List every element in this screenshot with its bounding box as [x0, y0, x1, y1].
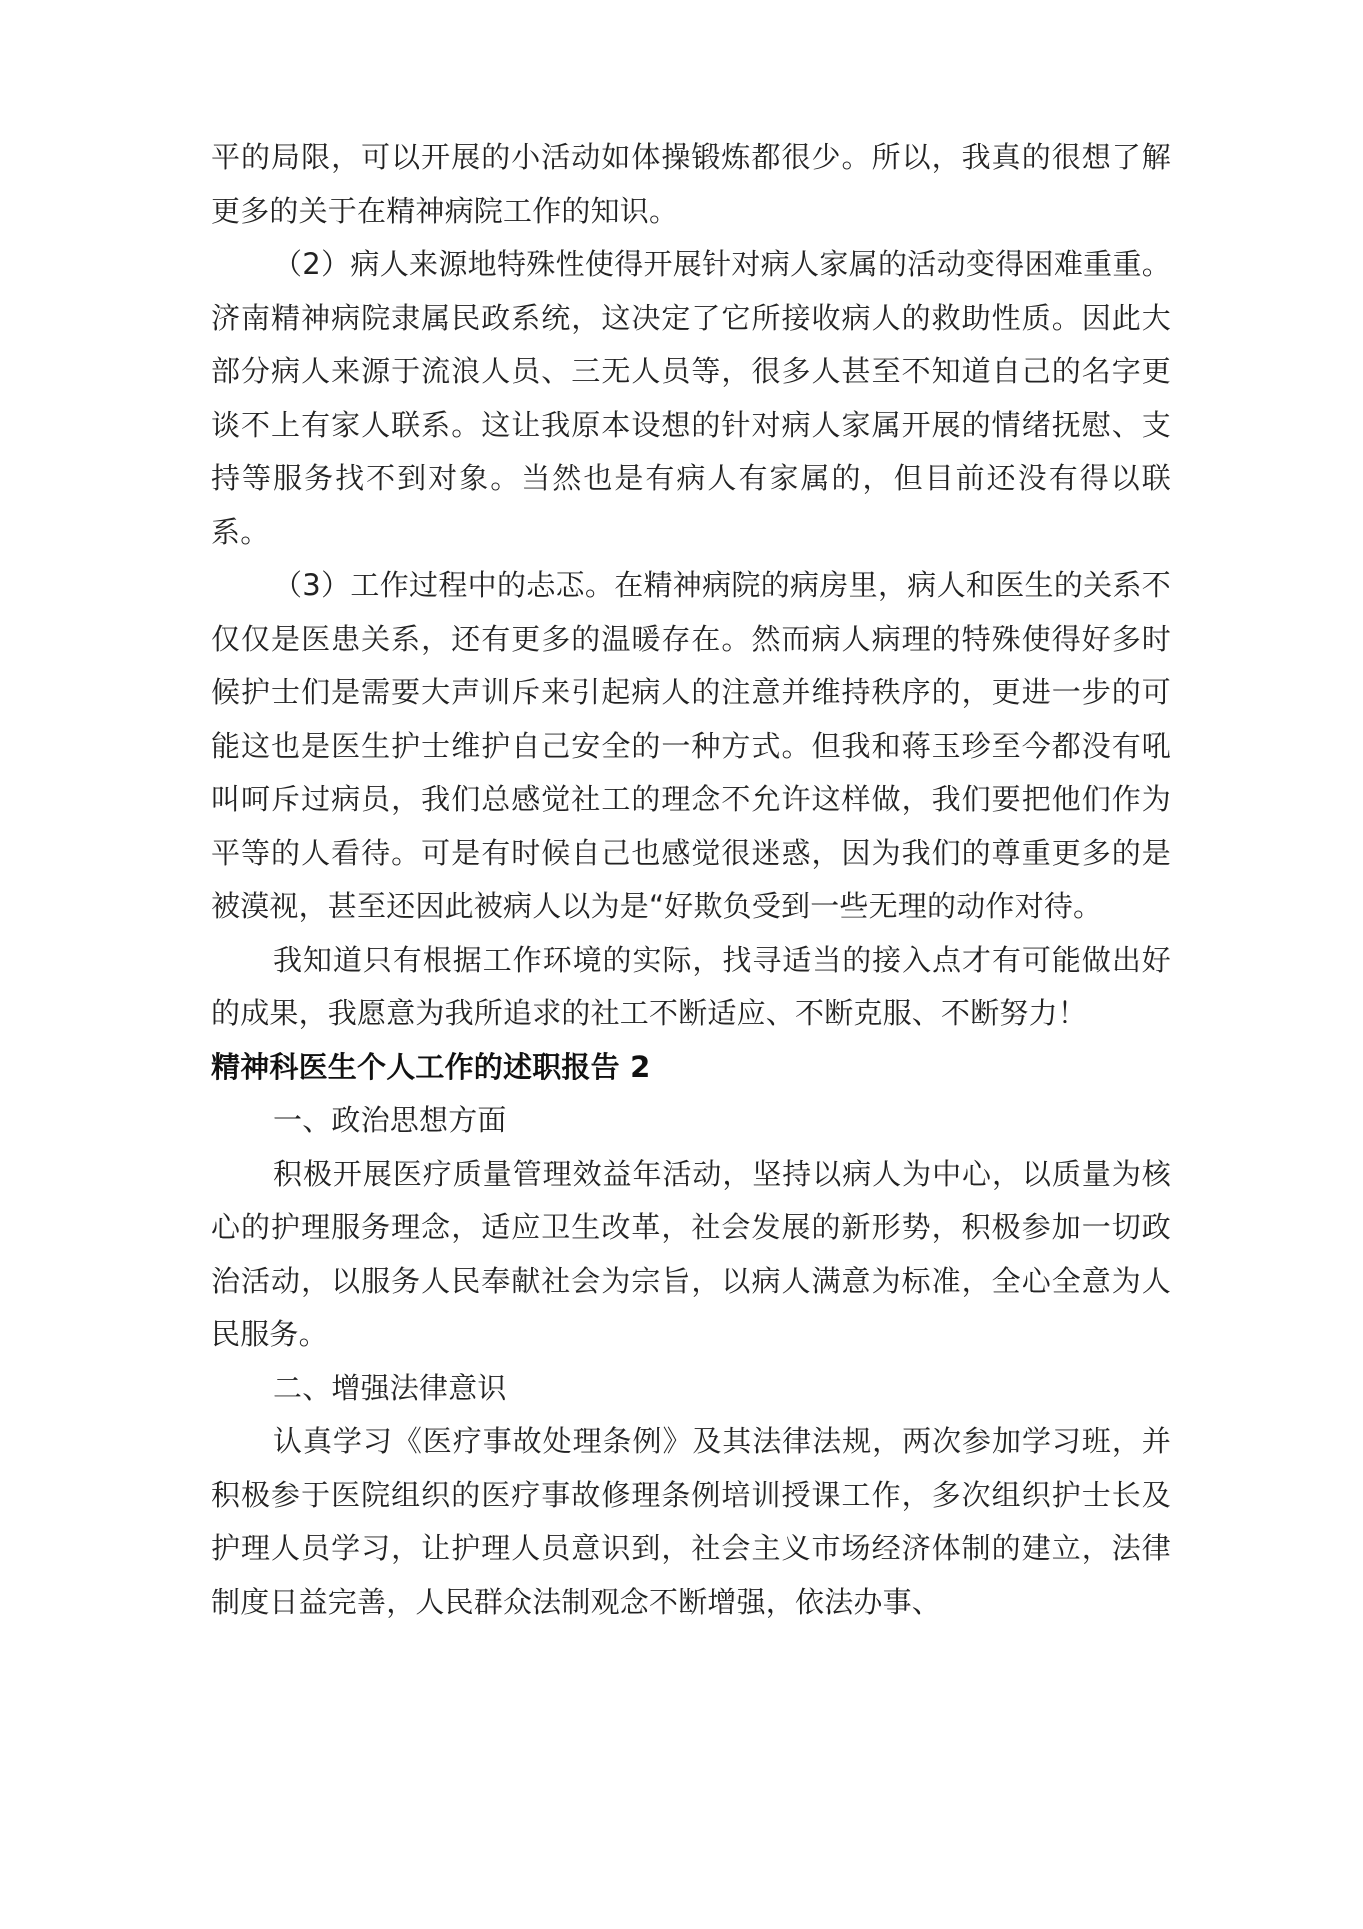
paragraph-conclusion: 我知道只有根据工作环境的实际，找寻适当的接入点才有可能做出好的成果，我愿意为我所追求的社工不断适应、不断克服、不断努力！ [211, 942, 1171, 1030]
paragraph-point-2: （2）病人来源地特殊性使得开展针对病人家属的活动变得困难重重。济南精神病院隶属民政系统，这决定了它所接收病人的救助性质。因此大部分病人来源于流浪人员、三无人员等，很多人甚至不知道自己的名字更谈不上有家人联系。这让我原本设想的针对病人家属开展的情绪抚慰、支持等服务找不到对象。当然也是有病人有家属的，但目前还没有得以联系。 [211, 247, 1171, 549]
paragraph-politics: 积极开展医疗质量管理效益年活动，坚持以病人为中心，以质量为核心的护理服务理念，适应卫生改革，社会发展的新形势，积极参加一切政治活动，以服务人民奉献社会为宗旨，以病人满意为标准，全心全意为人民服务。 [211, 1156, 1171, 1351]
subheading-politics: 一、政治思想方面 [273, 1103, 507, 1137]
paragraph-point-3: （3）工作过程中的忐忑。在精神病院的病房里，病人和医生的关系不仅仅是医患关系，还有更多的温暖存在。然而病人病理的特殊使得好多时候护士们是需要大声训斥来引起病人的注意并维持秩序的，更进一步的可能这也是医生护士维护自己安全的一种方式。但我和蒋玉珍至今都没有吼叫呵斥过病员，我们总感觉社工的理念不允许这样做，我们要把他们作为平等的人看待。可是有时候自己也感觉很迷惑，因为我们的尊重更多的是被漠视，甚至还因此被病人以为是“好欺负受到一些无理的动作对待。 [211, 568, 1171, 923]
document-body [211, 131, 1171, 1629]
paragraph-continuation: 平的局限，可以开展的小活动如体操锻炼都很少。所以，我真的很想了解更多的关于在精神病院工作的知识。 [211, 140, 1171, 228]
paragraph-law: 认真学习《医疗事故处理条例》及其法律法规，两次参加学习班，并积极参于医院组织的医疗事故修理条例培训授课工作，多次组织护士长及护理人员学习，让护理人员意识到，社会主义市场经济体制的建立，法律制度日益完善，人民群众法制观念不断增强，依法办事、 [211, 1424, 1171, 1619]
subheading-law: 二、增强法律意识 [273, 1370, 507, 1405]
section-heading: 精神科医生个人工作的述职报告 2 [211, 1049, 651, 1084]
